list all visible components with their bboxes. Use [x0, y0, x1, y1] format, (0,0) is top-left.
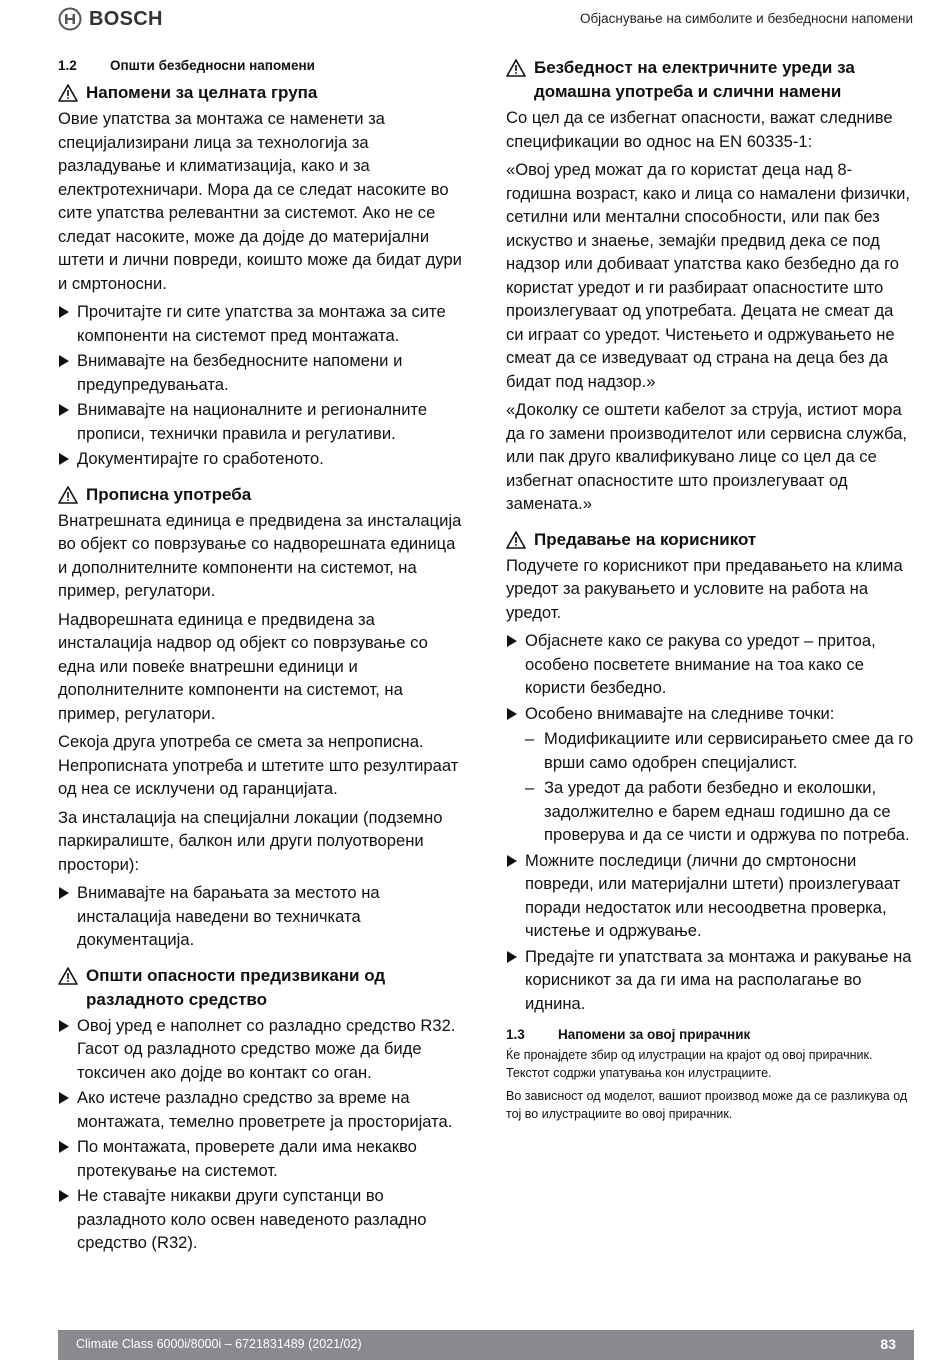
arrow-bullet-icon — [507, 951, 517, 963]
paragraph-small: Ќе пронајдете збир од илустрации на крајот од овој прирачник. Текстот содржи упатувања кон илустрациите. — [506, 1048, 873, 1080]
list-item: Објаснете како се ракува со уредот – притоа, особено посветете внимание на тоа како се користи безбедно. — [506, 629, 914, 700]
brand-name: BOSCH — [89, 7, 163, 30]
arrow-bullet-icon — [59, 453, 69, 465]
arrow-bullet-icon — [59, 355, 69, 367]
list-item: Предајте ги упатствата за монтажа и ракување на корисникот за да ги има на располагање во иднина. — [506, 945, 914, 1016]
list-item: Не ставајте никакви други супстанци во разладното коло освен наведеното разладно средство (R32). — [58, 1184, 468, 1255]
arrow-bullet-icon — [59, 404, 69, 416]
arrow-bullet-icon — [59, 1190, 69, 1202]
paragraph-small: Во зависност од моделот, вашиот производ може да се разликува од тој во илустрациите во овој прирачник. — [506, 1089, 908, 1121]
warning-icon — [506, 531, 530, 549]
dash-item: – Модификациите или сервисирањето смее да го врши само одобрен специјалист. — [525, 729, 914, 772]
dash-list — [525, 727, 914, 847]
list-item: Прочитајте ги сите упатства за монтажа за сите компоненти на системот пред монтажата. — [58, 300, 468, 347]
paragraph: За инсталација на специјални локации (подземно паркиралиште, балкон или други полуотворени простори): — [58, 807, 443, 874]
list-item: Внимавајте на националните и регионалните прописи, технички правила и регулативи. — [58, 398, 468, 445]
paragraph: «Овој уред можат да го користат деца над 8-годишна возраст, како и лица со намалени физички, сетилни или ментални способности, или пак без искуство и знаење, земајќи предвид дека се под надзор или добиваат упатства како безбедно да го користат уредот и ги разбираат опасностите што произлегуваат од употребата. Децата не смеат да си играат со уредот. Чистењето и одржувањето не смеат да се изведуваат од страна на деца без да бидат под надзор.» — [506, 160, 911, 391]
paragraph: Овие упатства за монтажа се наменети за специјализирани лица за технологија за разладување и климатизација, како и за електротехничари. Мора да се следат насоките во сите упатства релевантни за системот. Ако не се следат насоките, може да дојде до материјални штети и лични повреди, коишто може да бидат дури и смртоносни. — [58, 109, 462, 293]
paragraph: Со цел да се избегнат опасности, важат следниве спецификации во однос на EN 60335-1: — [506, 108, 893, 151]
warning-icon — [58, 486, 82, 504]
dash-item: – За уредот да работи безбедно и еколошки, задолжително е барем еднаш годишно да се проверува и да се чисти и одржува по потреба. — [525, 778, 910, 844]
section-title: Општи безбедносни напомени — [110, 58, 315, 73]
heading-intended-use: Прописна употреба — [58, 483, 468, 507]
arrow-bullet-icon — [59, 887, 69, 899]
arrow-bullet-icon — [59, 306, 69, 318]
heading-handover: Предавање на корисникот — [506, 528, 914, 552]
list-item: Можните последици (лични до смртоносни повреди, или материјални штети) произлегуваат поради недостаток или несоодветна проверка, чистење и одржување. — [506, 849, 914, 943]
warning-icon — [58, 84, 82, 102]
warning-icon — [506, 59, 530, 77]
arrow-bullet-icon — [507, 635, 517, 647]
arrow-bullet-icon — [507, 855, 517, 867]
paragraph: Секоја друга употреба се смета за непрописна. Непрописната употреба и штетите што резултираат од неа се исклучени од гаранцијата. — [58, 732, 459, 798]
page-number: 83 — [880, 1336, 896, 1352]
arrow-bullet-icon — [59, 1141, 69, 1153]
list-item: Овој уред е наполнет со разладно средство R32. Гасот од разладното средство може да биде токсичен ако дојде во контакт со оган. — [58, 1014, 468, 1085]
paragraph: Подучете го корисникот при предавањето на клима уредот за ракувањето и условите на работа на уредот. — [506, 555, 903, 622]
section-title: Напомени за овој прирачник — [558, 1027, 751, 1042]
warning-icon — [58, 967, 82, 985]
heading-target-group: Напомени за целната група — [58, 81, 468, 105]
paragraph: Внатрешната единица е предвидена за инсталација во објект со поврзување со надворешната единица и дополнителните компоненти на системот, на пример, регулатори. — [58, 510, 462, 600]
bosch-logo — [58, 7, 163, 31]
list-item: Внимавајте на безбедносните напомени и предупредувањата. — [58, 349, 468, 396]
paragraph: Надворешната единица е предвидена за инсталација надвор од објект со поврзување со една или повеќе внатрешни единици и дополнителните компоненти на системот, на пример, регулатори. — [58, 609, 428, 723]
left-column — [58, 56, 468, 1260]
chapter-title: Објаснување на симболите и безбедносни напомени — [579, 11, 913, 26]
list-item: Особено внимавајте на следниве точки: – Модификациите или сервисирањето смее да го врши само одобрен специјалист. – За уредот да работи безбедно и еколошки, задолжително е барем еднаш годишно да се проверува и да се чисти и одржува по потреба. — [506, 702, 914, 847]
list-item: Документирајте го сработеното. — [58, 447, 468, 471]
page-header — [0, 0, 950, 40]
page-footer — [58, 1330, 914, 1360]
bullet-list — [58, 300, 468, 471]
right-column — [506, 56, 914, 1128]
arrow-bullet-icon — [59, 1092, 69, 1104]
section-number: 1.3 — [506, 1027, 525, 1042]
bosch-armature-icon — [58, 7, 82, 31]
section-heading — [58, 58, 468, 73]
arrow-bullet-icon — [59, 1020, 69, 1032]
list-item: Ако истече разладно средство за време на монтажата, темелно проветрете ја просторијата. — [58, 1086, 468, 1133]
list-item: По монтажата, проверете дали има некакво протекување на системот. — [58, 1135, 468, 1182]
section-heading — [506, 1027, 914, 1042]
paragraph: «Доколку се оштети кабелот за струја, истиот мора да го замени производителот или сервисна служба, или пак друго квалификувано лице со цел да се избегнат опасностите што произлегуваат од замената.» — [506, 400, 908, 513]
section-number: 1.2 — [58, 58, 77, 73]
heading-refrigerant-hazards: Општи опасности предизвикани од разладното средство — [58, 964, 468, 1012]
list-item: Внимавајте на барањата за местото на инсталација наведени во техничката документација. — [58, 881, 468, 952]
bullet-list — [506, 629, 914, 1015]
bullet-list — [58, 1014, 468, 1255]
arrow-bullet-icon — [507, 708, 517, 720]
footer-document-id: Climate Class 6000i/8000i – 6721831489 (2021/02) — [76, 1337, 362, 1351]
bullet-list — [58, 881, 468, 952]
heading-electrical-safety: Безбедност на електричните уреди за домашна употреба и слични намени — [506, 56, 914, 104]
